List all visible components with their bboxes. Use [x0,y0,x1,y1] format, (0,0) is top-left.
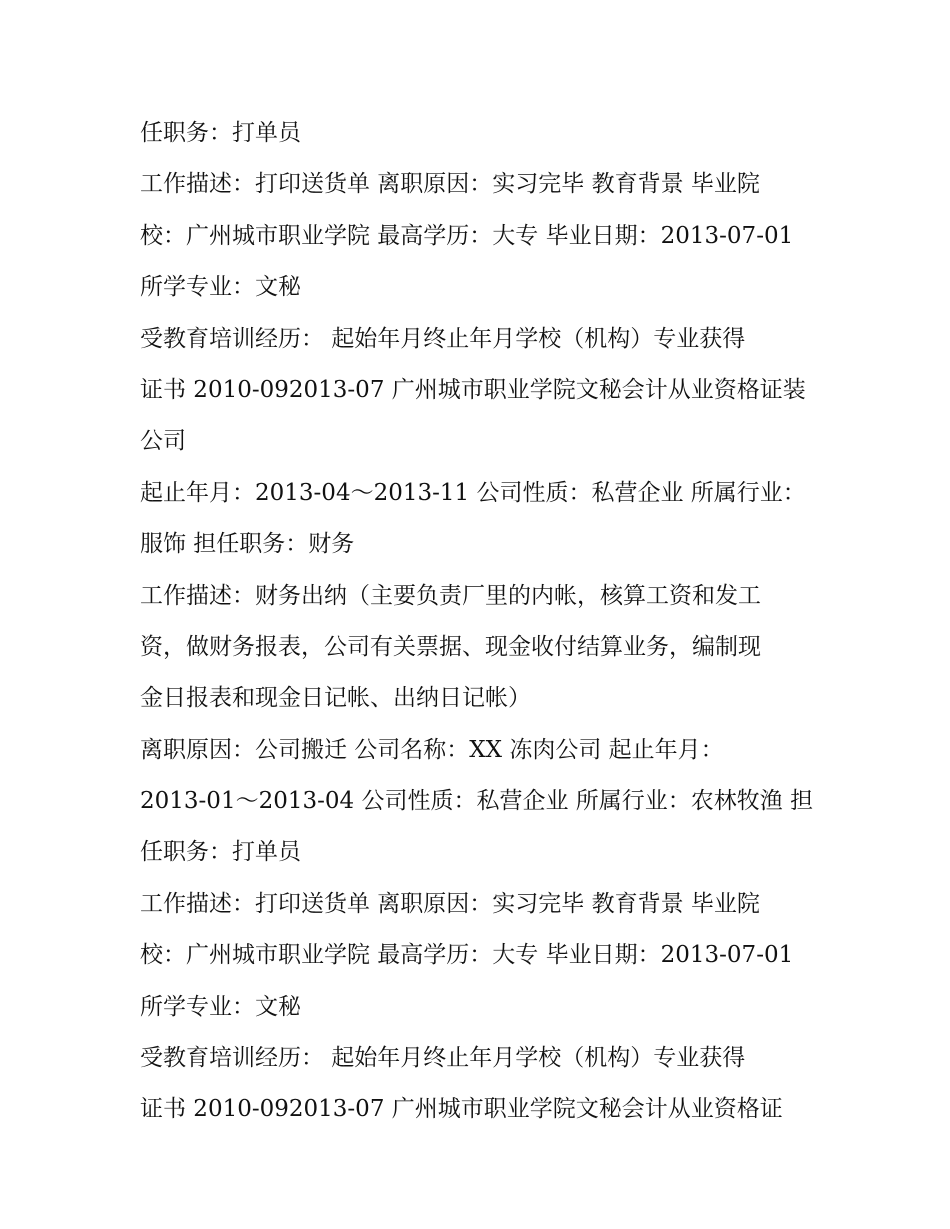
text-line: 所学专业：文秘 [140,993,301,1020]
text-line: 校：广州城市职业学院 最高学历：大专 毕业日期：2013-07-01 [140,222,794,249]
text-line: 公司 [140,428,186,455]
text-line: 工作描述：财务出纳（主要负责厂里的内帐，核算工资和发工 [140,582,761,609]
text-line: 资，做财务报表，公司有关票据、现金收付结算业务，编制现 [140,633,761,660]
text-line: 校：广州城市职业学院 最高学历：大专 毕业日期：2013-07-01 [140,942,794,969]
text-line: 受教育培训经历： 起始年月终止年月学校（机构）专业获得 [140,325,746,352]
text-line: 金日报表和现金日记帐、出纳日记帐） [140,685,531,712]
text-line: 证书 2010-092013-07 广州城市职业学院文秘会计从业资格证 [140,1096,783,1123]
text-line: 任职务：打单员 [140,839,301,866]
text-line: 起止年月：2013-04～2013-11 公司性质：私营企业 所属行业： [140,479,806,506]
resume-text-body [140,108,820,1136]
text-line: 服饰 担任职务：财务 [140,531,355,558]
text-line: 所学专业：文秘 [140,274,301,301]
text-line: 任职务：打单员 [140,120,301,146]
text-line: 受教育培训经历： 起始年月终止年月学校（机构）专业获得 [140,1045,746,1072]
text-line: 证书 2010-092013-07 广州城市职业学院文秘会计从业资格证装 [140,376,806,403]
text-line: 离职原因：公司搬迁 公司名称：XX 冻肉公司 起止年月： [140,736,724,763]
text-line: 工作描述：打印送货单 离职原因：实习完毕 教育背景 毕业院 [140,171,760,198]
text-line: 工作描述：打印送货单 离职原因：实习完毕 教育背景 毕业院 [140,890,760,917]
text-line: 2013-01～2013-04 公司性质：私营企业 所属行业：农林牧渔 担 [140,788,814,815]
